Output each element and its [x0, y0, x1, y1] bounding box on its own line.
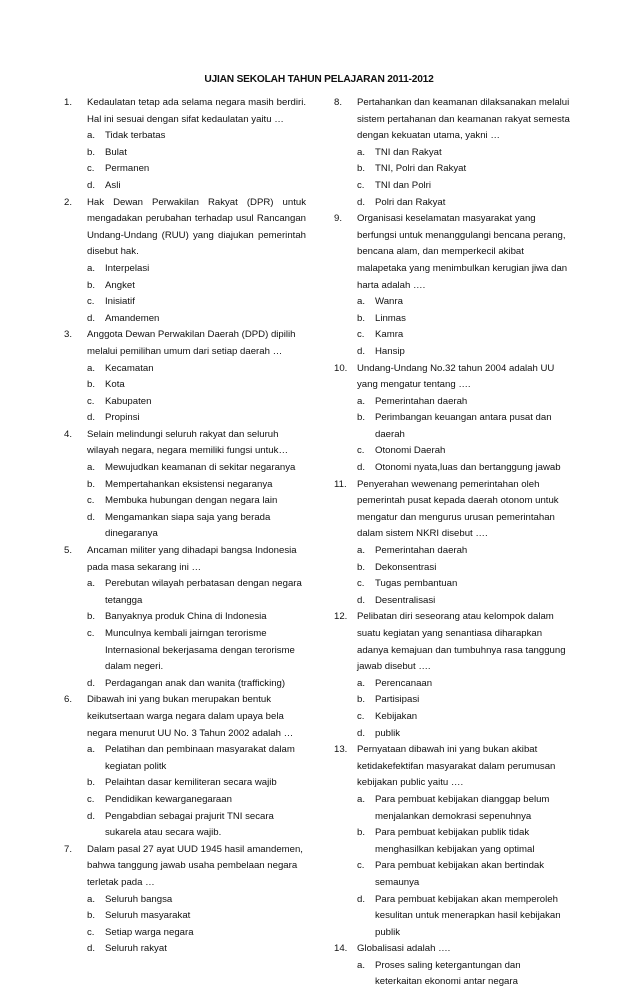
answer-option — [64, 377, 306, 394]
question-number: 10. — [334, 362, 348, 374]
answer-option — [64, 792, 306, 809]
option-text: Membuka hubungan dengan negara lain — [105, 495, 278, 507]
answer-option — [334, 161, 570, 178]
option-letter: b. — [87, 777, 96, 789]
option-text: Mengamankan siapa saja yang berada dinegaranya — [105, 511, 271, 540]
question-row — [334, 742, 570, 792]
answer-option — [64, 809, 306, 842]
question-6 — [64, 692, 306, 841]
option-text: Pengabdian sebagai prajurit TNI secara sukarela atau secara wajib. — [105, 810, 274, 839]
question-5 — [334, 609, 570, 742]
option-text: Perebutan wilayah perbatasan dengan negara tetangga — [105, 578, 302, 606]
option-text: Polri dan Rakyat — [375, 196, 446, 208]
option-text: Perimbangan keuangan antara pusat dan daerah — [375, 412, 552, 440]
question-row — [334, 941, 570, 958]
option-letter: d. — [357, 196, 366, 208]
option-text: Linmas — [375, 312, 406, 324]
option-text: Para pembuat kebijakan akan memperoleh kesulitan untuk menerapkan hasil kebijakan publik — [375, 893, 561, 938]
answer-option — [64, 394, 306, 411]
question-row — [334, 361, 570, 394]
answer-option — [334, 145, 570, 162]
option-letter: c. — [87, 628, 95, 639]
option-text: Seluruh rakyat — [105, 943, 167, 955]
option-text: TNI dan Polri — [375, 179, 431, 191]
option-text: Munculnya kembali jairngan terorisme Internasional bekerjasama dengan terorisme dalam negeri. — [105, 628, 295, 673]
question-3 — [64, 327, 306, 427]
option-letter: b. — [357, 561, 366, 573]
question-text: Dibawah ini yang bukan merupakan bentuk keikutsertaan warga negara dalam upaya bela negara menurut UU No. 3 Tahun 2002 adalah … — [87, 694, 294, 739]
option-letter: d. — [87, 312, 96, 324]
question-row — [334, 211, 570, 294]
option-letter: b. — [357, 827, 366, 839]
right-column — [334, 95, 570, 991]
option-text: Propinsi — [105, 412, 140, 424]
question-number: 1. — [64, 97, 73, 108]
answer-option — [334, 178, 570, 195]
option-text: Partisipasi — [375, 694, 420, 706]
option-text: Mempertahankan eksistensi negaranya — [105, 478, 273, 490]
question-text: Organisasi keselamatan masyarakat yang berfungsi untuk menanggulangi bencana perang, bencana alam, dan memperkecil akibat malapetaka yang menimbulkan kerugian jiwa dan harta adalah …. — [357, 213, 568, 291]
option-letter: b. — [357, 163, 366, 175]
question-text: Anggota Dewan Perwakilan Daerah (DPD) dipilih melalui pemilihan umum dari setiap daerah … — [87, 329, 296, 357]
question-row — [334, 95, 570, 145]
option-letter: d. — [87, 511, 96, 523]
answer-option — [334, 195, 570, 212]
option-letter: d. — [87, 677, 96, 689]
question-text: Pertahankan dan keamanan dilaksanakan melalui sistem pertahanan dan keamanan rakyat semesta dengan kekuatan utama, yakni … — [357, 97, 570, 142]
option-letter: c. — [87, 163, 95, 175]
option-text: Interpelasi — [105, 262, 150, 274]
option-text: Perdagangan anak dan wanita (trafficking) — [105, 677, 286, 689]
answer-option — [334, 726, 570, 743]
option-letter: c. — [87, 395, 95, 407]
option-letter: c. — [87, 926, 95, 938]
answer-option — [334, 792, 570, 825]
question-row — [334, 477, 570, 543]
answer-option — [64, 145, 306, 162]
option-text: Para pembuat kebijakan dianggap belum menjalankan demokrasi sepenuhnya — [375, 793, 550, 822]
answer-option — [64, 742, 306, 775]
answer-option — [64, 908, 306, 925]
answer-option — [334, 344, 570, 361]
answer-option — [64, 941, 306, 958]
answer-option — [334, 311, 570, 328]
option-text: Pelatihan dan pembinaan masyarakat dalam kegiatan politk — [105, 744, 295, 772]
answer-option — [64, 775, 306, 792]
option-text: Inisiatif — [105, 296, 135, 308]
answer-option — [64, 311, 306, 328]
answer-option — [64, 261, 306, 278]
question-number: 7. — [64, 843, 73, 855]
answer-option — [64, 892, 306, 909]
option-letter: b. — [87, 910, 96, 922]
answer-option — [64, 493, 306, 510]
question-row — [64, 427, 306, 460]
question-number: 4. — [64, 428, 73, 440]
question-text: Ancaman militer yang dihadapi bangsa Indonesia pada masa sekarang ini … — [87, 545, 297, 573]
option-text: Permanen — [105, 163, 150, 175]
answer-option — [64, 676, 306, 693]
answer-option — [64, 576, 306, 609]
option-text: Amandemen — [105, 312, 160, 324]
option-letter: a. — [87, 893, 96, 905]
option-letter: a. — [357, 296, 366, 308]
answer-option — [64, 477, 306, 494]
option-text: Hansip — [375, 345, 405, 357]
answer-option — [334, 593, 570, 610]
option-letter: d. — [87, 943, 96, 955]
question-number: 2. — [64, 196, 73, 208]
answer-option — [334, 692, 570, 709]
option-text: Otonomi nyata,luas dan bertanggung jawab — [375, 462, 561, 474]
option-letter: a. — [87, 744, 96, 756]
option-letter: a. — [87, 362, 96, 374]
option-letter: a. — [87, 130, 96, 142]
option-text: Pemerintahan daerah — [375, 395, 468, 407]
answer-option — [64, 161, 306, 178]
option-text: Kamra — [375, 329, 404, 341]
option-letter: c. — [357, 445, 365, 457]
option-letter: c. — [87, 296, 95, 308]
option-text: Perencanaan — [375, 677, 433, 689]
question-number: 9. — [334, 213, 343, 225]
answer-option — [334, 676, 570, 693]
option-letter: c. — [87, 793, 95, 805]
answer-option — [64, 278, 306, 295]
option-letter: d. — [357, 893, 366, 905]
question-row — [64, 842, 306, 892]
answer-option — [334, 560, 570, 577]
question-text: Penyerahan wewenang pemerintahan oleh pemerintah pusat kepada daerah otonom untuk mengatur dan mengurus urusan pemerintahan dalam sistem NKRI disebut …. — [357, 478, 559, 540]
option-text: Pendidikan kewarganegaraan — [105, 793, 232, 805]
option-text: Tidak terbatas — [105, 130, 166, 142]
answer-option — [64, 925, 306, 942]
question-7 — [64, 842, 306, 958]
question-2 — [334, 211, 570, 360]
option-letter: d. — [87, 810, 96, 822]
answer-option — [64, 128, 306, 145]
option-letter: a. — [87, 578, 96, 590]
option-text: Kabupaten — [105, 395, 152, 407]
option-letter: a. — [357, 677, 366, 689]
option-letter: a. — [357, 395, 366, 407]
answer-option — [64, 626, 306, 676]
question-text: Hak Dewan Perwakilan Rakyat (DPR) untuk mengadakan perubahan terhadap usul Rancangan Undang-Undang (RUU) yang diajukan pemerintah disebut hak. — [87, 196, 306, 258]
answer-option — [334, 410, 570, 443]
option-text: Otonomi Daerah — [375, 445, 446, 457]
option-text: Kebijakan — [375, 710, 418, 722]
question-text: Undang-Undang No.32 tahun 2004 adalah UU yang mengatur tentang …. — [357, 362, 555, 391]
option-text: Para pembuat kebijakan akan bertindak semaunya — [375, 860, 545, 888]
option-text: publik — [375, 727, 401, 739]
option-text: Banyaknya produk China di Indonesia — [105, 611, 267, 623]
option-letter: b. — [87, 146, 96, 158]
option-letter: c. — [357, 710, 365, 722]
answer-option — [334, 443, 570, 460]
question-text: Dalam pasal 27 ayat UUD 1945 hasil amandemen, bahwa tanggung jawab usaha pembelaan negara terletak pada … — [87, 843, 303, 888]
answer-option — [64, 410, 306, 427]
question-4 — [64, 427, 306, 543]
option-text: Bulat — [105, 146, 127, 158]
option-text: Setiap warga negara — [105, 926, 194, 938]
answer-option — [334, 709, 570, 726]
option-letter: a. — [357, 146, 366, 158]
option-letter: a. — [87, 462, 96, 474]
option-letter: d. — [357, 345, 366, 357]
option-text: Seluruh bangsa — [105, 893, 173, 905]
option-letter: b. — [87, 379, 96, 391]
question-5 — [64, 543, 306, 692]
question-text: Globalisasi adalah …. — [357, 943, 451, 955]
option-letter: a. — [357, 545, 366, 557]
option-text: Mewujudkan keamanan di sekitar negaranya — [105, 462, 296, 474]
question-text: Selain melindungi seluruh rakyat dan seluruh wilayah negara, negara memiliki fungsi untuk… — [87, 428, 289, 457]
option-letter: b. — [87, 611, 96, 623]
answer-option — [64, 609, 306, 626]
answer-option — [64, 294, 306, 311]
option-text: Wanra — [375, 296, 403, 308]
question-row — [64, 692, 306, 742]
question-text: Kedaulatan tetap ada selama negara masih berdiri. Hal ini sesuai dengan sifat kedaulatan yaitu … — [87, 97, 306, 125]
question-number: 13. — [334, 744, 348, 756]
option-text: Angket — [105, 279, 135, 291]
answer-option — [334, 460, 570, 477]
answer-option — [64, 178, 306, 195]
question-row — [64, 95, 306, 128]
answer-option — [334, 958, 570, 991]
option-letter: d. — [357, 462, 366, 474]
answer-option — [64, 510, 306, 543]
option-text: Kota — [105, 379, 125, 391]
question-row — [64, 543, 306, 576]
option-text: Desentralisasi — [375, 594, 436, 606]
question-text: Pernyataan dibawah ini yang bukan akibat ketidakefektifan masyarakat dalam perumusan kebijakan public yaitu …. — [357, 744, 556, 789]
question-number: 6. — [64, 694, 73, 706]
option-text: Pemerintahan daerah — [375, 545, 468, 557]
question-3 — [334, 361, 570, 477]
question-number: 11. — [334, 478, 347, 490]
answer-option — [64, 460, 306, 477]
option-text: Tugas pembantuan — [375, 578, 458, 590]
option-text: TNI, Polri dan Rakyat — [375, 163, 467, 175]
question-number: 3. — [64, 329, 73, 341]
option-text: Proses saling ketergantungan dan keterkaitan ekonomi antar negara — [375, 959, 521, 988]
answer-option — [334, 576, 570, 593]
question-7 — [334, 941, 570, 991]
option-text: Pelaihtan dasar kemiliteran secara wajib — [105, 777, 277, 789]
answer-option — [334, 294, 570, 311]
question-4 — [334, 477, 570, 610]
question-6 — [334, 742, 570, 941]
option-letter: b. — [357, 312, 366, 324]
option-letter: b. — [357, 412, 366, 424]
question-number: 5. — [64, 545, 73, 557]
answer-option — [334, 892, 570, 942]
option-letter: d. — [357, 727, 366, 739]
answer-option — [334, 825, 570, 858]
option-text: Seluruh masyarakat — [105, 910, 191, 922]
question-row — [64, 195, 306, 261]
option-text: TNI dan Rakyat — [375, 146, 442, 158]
question-text: Pelibatan diri seseorang atau kelompok dalam suatu kegiatan yang senantiasa diharapkan adanya kemajuan dan tumbuhnya rasa tanggung jawab disebut …. — [357, 611, 566, 673]
option-letter: b. — [87, 478, 96, 490]
answer-option — [334, 327, 570, 344]
page-title: UJIAN SEKOLAH TAHUN PELAJARAN 2011-2012 — [204, 74, 434, 85]
question-2 — [64, 195, 306, 328]
option-letter: d. — [87, 179, 96, 191]
option-letter: a. — [357, 793, 366, 805]
question-number: 14. — [334, 943, 348, 955]
question-row — [334, 609, 570, 675]
option-letter: d. — [87, 412, 96, 424]
question-row — [64, 327, 306, 360]
option-letter: c. — [357, 860, 365, 872]
question-number: 12. — [334, 611, 348, 623]
answer-option — [334, 394, 570, 411]
option-letter: d. — [357, 594, 366, 606]
option-letter: b. — [87, 279, 96, 291]
question-number: 8. — [334, 97, 343, 108]
option-text: Kecamatan — [105, 362, 154, 374]
answer-option — [334, 858, 570, 891]
question-1 — [64, 95, 306, 195]
option-letter: a. — [357, 959, 366, 971]
left-column — [64, 95, 306, 958]
answer-option — [64, 361, 306, 378]
option-letter: b. — [357, 694, 366, 706]
option-letter: c. — [357, 179, 365, 191]
option-letter: c. — [87, 495, 95, 507]
option-text: Asli — [105, 179, 121, 191]
option-letter: c. — [357, 329, 365, 341]
option-text: Para pembuat kebijakan publik tidak menghasilkan kebijakan yang optimal — [375, 827, 535, 855]
option-letter: a. — [87, 262, 96, 274]
question-1 — [334, 95, 570, 211]
answer-option — [334, 543, 570, 560]
option-letter: c. — [357, 578, 365, 590]
option-text: Dekonsentrasi — [375, 561, 437, 573]
